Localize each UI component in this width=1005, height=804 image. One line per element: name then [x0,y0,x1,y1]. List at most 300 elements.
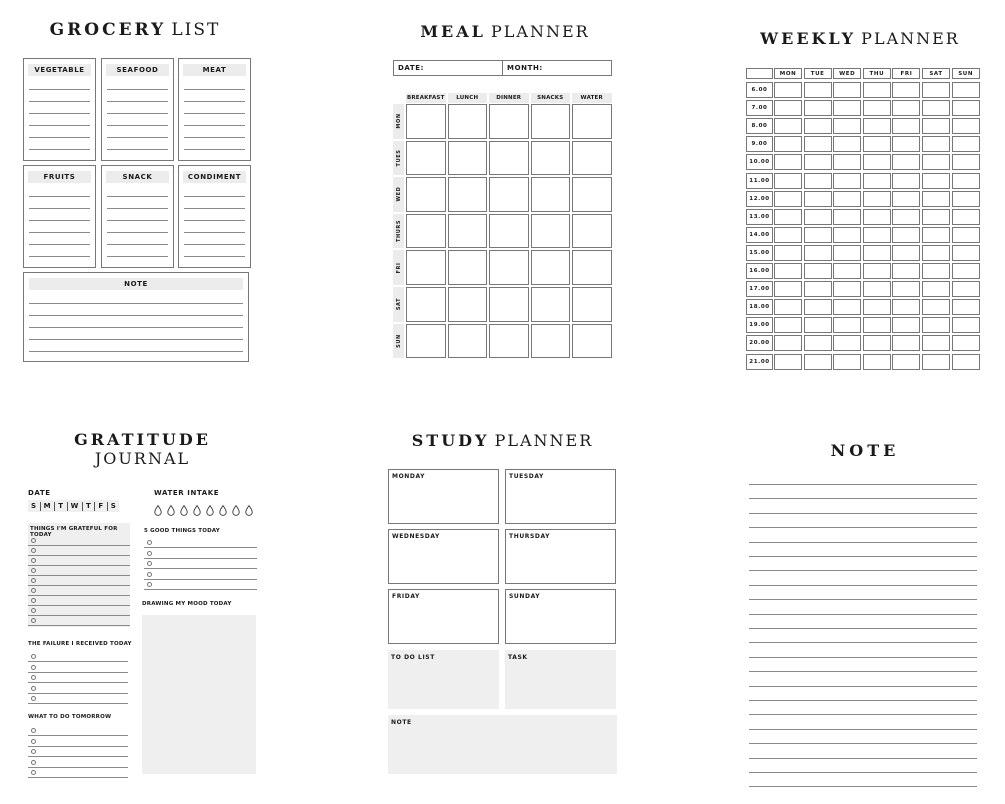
weekly-cell[interactable] [922,118,950,134]
weekly-cell[interactable] [952,227,980,243]
list-line [28,661,128,662]
study-note-box[interactable] [388,715,617,774]
weekly-cell[interactable] [952,299,980,315]
weekly-cell[interactable] [863,82,891,98]
weekly-cell[interactable] [922,281,950,297]
weekday-letter[interactable]: F [98,502,104,510]
meal-column-header: BREAKFAST [406,95,445,101]
grocery-note-line [29,351,243,352]
weekly-day-header: MON [774,68,802,79]
checkbox-circle[interactable] [31,618,36,623]
meal-column-header: SNACKS [531,93,571,103]
weekly-cell[interactable] [952,335,980,351]
note-line [749,542,977,543]
note-line [749,686,977,687]
list-line [28,703,128,704]
weekly-cell[interactable] [863,317,891,333]
grocery-category-label: SNACK [106,171,169,183]
note-line [749,729,977,730]
meal-cell[interactable] [572,250,612,285]
weekly-planner-panel [735,0,995,400]
meal-cell[interactable] [489,214,529,249]
weekly-cell[interactable] [922,245,950,261]
weekly-cell[interactable] [863,245,891,261]
water-drops [154,501,253,512]
weekly-cell[interactable] [863,335,891,351]
list-line [28,605,130,606]
weekly-cell[interactable] [774,100,802,116]
weekly-cell[interactable] [833,335,861,351]
water-drop-icon[interactable] [193,501,201,512]
grocery-line [29,196,90,197]
weekly-cell[interactable] [892,317,920,333]
meal-cell[interactable] [489,104,529,139]
weekly-cell[interactable] [804,245,832,261]
grocery-line [107,125,168,126]
weekly-cell[interactable] [833,100,861,116]
note-line [749,599,977,600]
weekday-letter[interactable]: W [70,502,79,510]
weekly-cell[interactable] [863,100,891,116]
water-drop-icon[interactable] [219,501,227,512]
weekly-cell[interactable] [833,354,861,370]
weekly-day-header: SAT [922,68,950,79]
weekly-cell[interactable] [952,191,980,207]
weekly-cell[interactable] [774,191,802,207]
weekly-cell[interactable] [833,209,861,225]
checkbox-circle[interactable] [31,675,36,680]
weekly-cell[interactable] [952,209,980,225]
grocery-category-label: SEAFOOD [106,64,169,76]
meal-cell[interactable] [448,214,488,249]
weekly-cell[interactable] [863,299,891,315]
weekly-cell[interactable] [952,154,980,170]
weekday-letter[interactable]: T [58,502,64,510]
weekly-cell[interactable] [804,263,832,279]
weekly-cell[interactable] [892,245,920,261]
grocery-line [107,220,168,221]
grocery-category-box[interactable] [23,58,96,161]
grocery-line [29,113,90,114]
weekly-cell[interactable] [863,209,891,225]
weekly-cell[interactable] [833,263,861,279]
grocery-line [107,149,168,150]
weekly-cell[interactable] [922,100,950,116]
checkbox-circle[interactable] [147,582,152,587]
grateful-box[interactable] [28,523,130,627]
weekly-cell[interactable] [952,245,980,261]
weekly-cell[interactable] [863,281,891,297]
note-line [749,671,977,672]
checkbox-circle[interactable] [31,558,36,563]
gratitude-date-label: DATE [28,489,51,497]
checkbox-circle[interactable] [31,548,36,553]
meal-cell[interactable] [531,324,571,359]
checkbox-circle[interactable] [31,588,36,593]
weekly-cell[interactable] [804,209,832,225]
meal-cell[interactable] [406,214,446,249]
weekly-cell[interactable] [922,136,950,152]
note-line [749,570,977,571]
meal-cell[interactable] [489,287,529,322]
grocery-note-label: NOTE [29,278,243,290]
meal-cell[interactable] [531,177,571,212]
grocery-line [29,232,90,233]
list-line [28,777,128,778]
grocery-line [29,101,90,102]
checkbox-circle[interactable] [31,686,36,691]
meal-cell[interactable] [572,214,612,249]
weekly-cell[interactable] [833,154,861,170]
weekly-cell[interactable] [922,154,950,170]
weekly-cell[interactable] [892,136,920,152]
grocery-category-box[interactable] [101,58,174,161]
weekly-cell[interactable] [863,191,891,207]
meal-month-label: MONTH: [507,64,543,72]
weekly-cell[interactable] [774,227,802,243]
weekly-cell[interactable] [952,100,980,116]
weekly-cell[interactable] [833,191,861,207]
gratitude-title: GRATITUDE JOURNAL [74,430,211,468]
study-day-label: THURSDAY [509,533,551,540]
weekly-cell[interactable] [804,299,832,315]
weekly-hour-label: 9.00 [746,136,773,152]
weekly-cell[interactable] [833,173,861,189]
grocery-line [184,137,245,138]
meal-cell[interactable] [572,177,612,212]
mood-label: DRAWING MY MOOD TODAY [142,601,232,607]
checkbox-circle[interactable] [147,561,152,566]
grocery-list-panel [0,0,270,400]
meal-cell[interactable] [406,141,446,176]
weekly-hour-label: 12.00 [746,191,773,207]
weekly-cell[interactable] [833,118,861,134]
weekly-cell[interactable] [892,191,920,207]
gratitude-weekday-selector[interactable] [28,500,119,512]
weekday-letter[interactable]: S [110,502,117,510]
list-line [144,579,257,580]
meal-cell[interactable] [448,250,488,285]
weekly-cell[interactable] [863,154,891,170]
grocery-line [184,125,245,126]
weekly-cell[interactable] [833,317,861,333]
study-day-box[interactable] [388,529,499,584]
meal-cell[interactable] [448,324,488,359]
grocery-note-box[interactable] [23,272,249,362]
mood-drawing-area[interactable] [142,615,256,774]
meal-cell[interactable] [572,324,612,359]
study-day-label: FRIDAY [392,593,420,600]
checkbox-circle[interactable] [31,568,36,573]
grocery-line [184,113,245,114]
weekly-cell[interactable] [863,263,891,279]
meal-cell[interactable] [448,141,488,176]
weekly-cell[interactable] [804,354,832,370]
weekly-cell[interactable] [804,227,832,243]
failure-list [28,651,128,703]
weekly-cell[interactable] [804,154,832,170]
weekly-cell[interactable] [952,281,980,297]
water-drop-icon[interactable] [180,501,188,512]
weekly-cell[interactable] [774,154,802,170]
weekly-cell[interactable] [804,118,832,134]
weekly-cell[interactable] [833,82,861,98]
checkbox-circle[interactable] [31,598,36,603]
grocery-category-box[interactable] [178,165,251,268]
meal-cell[interactable] [572,287,612,322]
meal-day-label: FRI [393,250,404,285]
water-drop-icon[interactable] [245,501,253,512]
weekly-hour-label: 21.00 [746,354,773,370]
water-drop-icon[interactable] [167,501,175,512]
weekly-cell[interactable] [774,263,802,279]
weekly-cell[interactable] [863,173,891,189]
weekly-hour-label: 10.00 [746,154,773,170]
note-line [749,714,977,715]
meal-cell[interactable] [406,250,446,285]
weekly-cell[interactable] [863,118,891,134]
note-title: NOTE [830,441,900,460]
grocery-line [107,196,168,197]
checkbox-circle[interactable] [31,696,36,701]
note-line [749,484,977,485]
weekly-day-header: SUN [952,68,980,79]
meal-day-label: SUN [393,324,404,359]
list-line [28,565,130,566]
checkbox-circle[interactable] [31,770,36,775]
grocery-title: GROCERY LIST [49,20,221,40]
weekly-cell[interactable] [922,82,950,98]
weekly-cell[interactable] [922,317,950,333]
water-intake-label: WATER INTAKE [154,489,220,497]
weekly-cell[interactable] [804,173,832,189]
checkbox-circle[interactable] [31,728,36,733]
weekly-cell[interactable] [892,263,920,279]
weekly-cell[interactable] [833,227,861,243]
note-line [749,614,977,615]
note-line [749,585,977,586]
weekly-cell[interactable] [774,136,802,152]
meal-cell[interactable] [406,177,446,212]
weekly-cell[interactable] [892,227,920,243]
grocery-category-box[interactable] [101,165,174,268]
grocery-category-label: CONDIMENT [183,171,246,183]
checkbox-circle[interactable] [147,572,152,577]
weekly-cell[interactable] [892,209,920,225]
weekly-cell[interactable] [833,245,861,261]
note-line [749,772,977,773]
meal-cell[interactable] [531,141,571,176]
meal-cell[interactable] [531,214,571,249]
weekly-cell[interactable] [922,335,950,351]
weekly-cell[interactable] [892,82,920,98]
grocery-category-label: MEAT [183,64,246,76]
grocery-note-line [29,315,243,316]
grocery-line [29,149,90,150]
checkbox-circle[interactable] [31,608,36,613]
weekly-cell[interactable] [833,299,861,315]
weekly-cell[interactable] [774,118,802,134]
water-drop-icon[interactable] [232,501,240,512]
meal-cell[interactable] [489,324,529,359]
meal-cell[interactable] [489,177,529,212]
list-line [144,589,257,590]
weekly-cell[interactable] [892,173,920,189]
weekly-cell[interactable] [922,299,950,315]
weekly-cell[interactable] [922,227,950,243]
weekly-cell[interactable] [774,245,802,261]
meal-cell[interactable] [489,141,529,176]
weekly-cell[interactable] [892,354,920,370]
note-line [749,513,977,514]
checkbox-circle[interactable] [31,749,36,754]
weekly-cell[interactable] [774,281,802,297]
study-day-box[interactable] [505,469,616,524]
checkbox-circle[interactable] [31,538,36,543]
weekly-cell[interactable] [892,335,920,351]
weekly-cell[interactable] [804,191,832,207]
meal-cell[interactable] [448,287,488,322]
weekly-cell[interactable] [952,118,980,134]
weekly-cell[interactable] [922,209,950,225]
note-line [749,498,977,499]
note-line [749,642,977,643]
study-todo-box[interactable] [388,650,499,709]
study-task-label: TASK [508,654,528,661]
meal-cell[interactable] [531,250,571,285]
grocery-category-box[interactable] [23,165,96,268]
failure-label: THE FAILURE I RECEIVED TODAY [28,641,132,647]
list-line [28,682,128,683]
meal-cell[interactable] [406,104,446,139]
list-line [28,595,130,596]
checkbox-circle[interactable] [31,578,36,583]
meal-day-label: THURS [393,214,404,249]
grocery-note-line [29,339,243,340]
water-drop-icon[interactable] [206,501,214,512]
weekly-cell[interactable] [833,281,861,297]
weekly-cell[interactable] [952,263,980,279]
weekly-cell[interactable] [774,82,802,98]
note-line [749,556,977,557]
weekly-day-header: FRI [892,68,920,79]
grocery-line [29,125,90,126]
weekly-cell[interactable] [922,173,950,189]
weekly-cell[interactable] [774,354,802,370]
study-todo-label: TO DO LIST [391,654,435,661]
weekly-cell[interactable] [804,100,832,116]
checkbox-circle[interactable] [31,654,36,659]
weekly-cell[interactable] [804,281,832,297]
weekly-cell[interactable] [892,281,920,297]
study-day-label: TUESDAY [509,473,544,480]
weekly-cell[interactable] [863,354,891,370]
note-line [749,657,977,658]
weekday-letter[interactable]: S [31,502,37,510]
weekly-cell[interactable] [774,173,802,189]
meal-cell[interactable] [572,141,612,176]
weekly-day-header: TUE [804,68,832,79]
meal-cell[interactable] [406,287,446,322]
weekly-cell[interactable] [892,299,920,315]
weekly-cell[interactable] [804,335,832,351]
meal-cell[interactable] [531,287,571,322]
study-day-box[interactable] [388,469,499,524]
meal-cell[interactable] [448,104,488,139]
grocery-line [107,89,168,90]
list-line [144,568,257,569]
checkbox-circle[interactable] [31,665,36,670]
list-line [144,558,257,559]
list-line [28,545,130,546]
weekly-cell[interactable] [774,335,802,351]
meal-cell[interactable] [572,104,612,139]
weekly-cell[interactable] [952,173,980,189]
weekly-cell[interactable] [774,209,802,225]
weekly-hour-label: 14.00 [746,227,773,243]
weekly-cell[interactable] [892,154,920,170]
weekly-cell[interactable] [833,136,861,152]
checkbox-circle[interactable] [147,540,152,545]
study-day-box[interactable] [505,589,616,644]
weekly-cell[interactable] [952,82,980,98]
water-drop-icon[interactable] [154,501,162,512]
weekly-cell[interactable] [952,354,980,370]
grocery-line [107,232,168,233]
weekly-cell[interactable] [804,82,832,98]
weekly-cell[interactable] [922,191,950,207]
meal-cell[interactable] [531,104,571,139]
weekday-letter[interactable]: M [43,502,52,510]
weekly-cell[interactable] [892,100,920,116]
checkbox-circle[interactable] [31,760,36,765]
grocery-line [107,137,168,138]
checkbox-circle[interactable] [31,739,36,744]
study-day-box[interactable] [388,589,499,644]
grocery-line [184,256,245,257]
meal-cell[interactable] [406,324,446,359]
study-day-box[interactable] [505,529,616,584]
weekly-cell[interactable] [922,263,950,279]
grocery-line [184,208,245,209]
study-task-box[interactable] [505,650,616,709]
meal-column-header: DINNER [489,93,529,103]
checkbox-circle[interactable] [147,551,152,556]
weekly-cell[interactable] [774,317,802,333]
weekly-cell[interactable] [774,299,802,315]
weekly-cell[interactable] [863,227,891,243]
weekday-letter[interactable]: T [85,502,92,510]
meal-date-month-bar[interactable] [393,60,612,76]
weekly-cell[interactable] [952,136,980,152]
grocery-line [29,208,90,209]
weekly-cell[interactable] [804,136,832,152]
weekly-hour-label: 7.00 [746,100,773,116]
grocery-category-label: VEGETABLE [28,64,91,76]
weekly-cell[interactable] [922,354,950,370]
weekly-corner [746,68,773,79]
weekly-cell[interactable] [952,317,980,333]
grocery-line [184,149,245,150]
grocery-category-box[interactable] [178,58,251,161]
grateful-label: THINGS I'M GRATEFUL FOR TODAY [30,526,118,538]
weekly-cell[interactable] [863,136,891,152]
grocery-line [107,208,168,209]
meal-cell[interactable] [489,250,529,285]
weekly-cell[interactable] [804,317,832,333]
meal-cell[interactable] [448,177,488,212]
weekly-cell[interactable] [892,118,920,134]
